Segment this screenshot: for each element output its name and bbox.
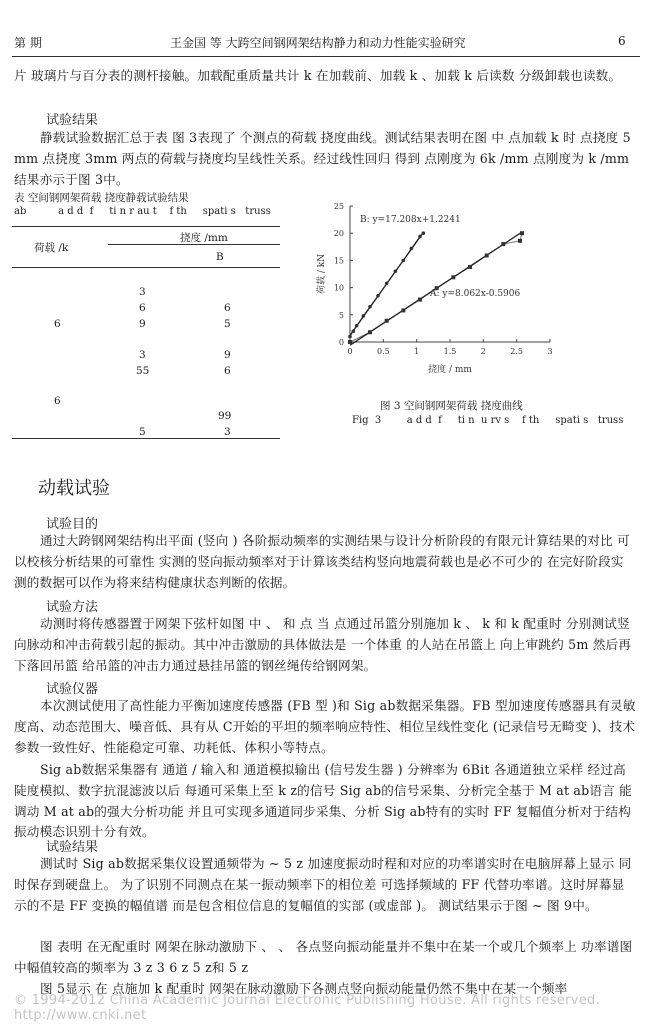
equation-label-b: B: y=17.208x+1.2241 [360,215,461,225]
data-point-A [401,308,405,312]
y-axis-label: 荷载 / kN [317,253,327,295]
table-caption-cn: 表 空间钢网架荷载 挠度静载试验结果 [14,192,189,204]
data-point-B [394,269,398,273]
data-point-B [368,305,372,309]
paragraph-fig4: 图 表明 在无配重时 网架在脉动激励下 、 、 各点竖向振动能量并不集中在某一个或几个频率上 功率谱图中幅值较高的频率为 3 z 3 6 z 5 z和 5 z [14,939,633,975]
table-header-rule [12,267,280,268]
table-cell: 3 [139,286,146,298]
heading-purpose: 试验目的 [46,517,99,532]
table-header-deflection: 挠度 /mm [180,232,228,244]
table-header-load: 荷载 /k [34,242,69,254]
y-tick-label: 25 [333,202,344,211]
table-cell: 6 [224,302,231,314]
copyright-watermark: © 1994-2012 China Academic Journal Electronic Publishing House. All rights reserved. http://www.cnki.net [14,993,601,1023]
figure-caption-cn: 图 3 空间钢网架荷载 挠度曲线 [380,400,523,412]
header-page-number: 6 [618,34,626,48]
table-cell: 6 [224,365,231,377]
header-section-label: 第 期 [14,36,42,50]
y-tick-label: 20 [333,229,344,239]
x-tick-label: 0.5 [376,347,390,356]
table-sub-rule [108,244,280,245]
data-point-A [520,231,524,235]
table-caption-en: ab a d d f ti n r au t f th spati s truss [14,206,271,217]
x-tick-label: 2.5 [510,347,524,356]
heading-instrument: 试验仪器 [46,682,99,697]
x-tick-label: 1.5 [443,347,457,356]
data-point-A [485,254,489,258]
paragraph-dynamic-results: 测试时 Sig ab数据采集仪设置通频带为 ~ 5 z 加速度振动时程和对应的功率谱实时在电脑屏幕上显示 同时保存到硬盘上。 为了识别不同测点在某一振动频率下的相位差 可选择频域的 FF 代替功率谱。这时屏幕显示的不是 FF 变换的幅值谱 而是包含相位信息的复幅值的实部 (或虚部 )。 测试结果示于图 ~ 图 9中。 [14,856,632,913]
table-header-b: B [216,251,224,263]
data-point-A [348,340,352,344]
y-tick-label: 5 [338,310,344,320]
table-cell: 9 [224,349,231,361]
x-tick-label: 3 [547,347,553,356]
paragraph-method: 动测时将传感器置于网架下弦杆如图 中 、 和 点 当 点通过吊篮分别施加 k 、 k 和 k 配重时 分别测试竖向脉动和冲击荷载引起的振动。其中冲击激励的具体做法是 一个体重 的人站在吊篮上 向上审跳约 5m 然后再下落回吊篮 给吊篮的冲击力通过悬挂吊篮的钢丝绳传给钢网架。 [14,616,632,673]
paragraph-loading: 片 玻璃片与百分表的测杆接触。加载配重质量共计 k 在加载前、加载 k 、加载 k 后读数 分级卸载也读数。 [14,68,622,83]
data-point-A [368,330,372,334]
data-point-A [518,239,522,243]
paragraph-instrument-sensor: 本次测试使用了高性能力平衡加速度传感器 (FB 型 )和 Sig ab数据采集器。FB 型加速度传感器具有灵敏度高、动态范围大、噪音低、具有从 C开始的平坦的频率响应特性、相位呈线性变化 (记录信号无畸变 )、技术参数一致性好、性能稳定可靠、功耗低、体积小等特点。 [14,698,636,755]
data-point-B [422,231,426,235]
data-point-B [348,335,352,339]
data-point-A [418,298,422,302]
table-top-rule [12,226,280,227]
table-cell: 6 [54,318,61,330]
data-point-B [362,314,366,318]
y-tick-label: 10 [333,283,344,293]
table-cell: 3 [139,349,146,361]
table-cell: 6 [54,395,61,407]
data-point-A [468,265,472,269]
data-point-A [451,275,455,279]
table-cell: 5 [224,318,231,330]
x-tick-label: 1 [414,347,420,356]
data-point-B [352,329,356,333]
paragraph-static-results: 静载试验数据汇总于表 图 3表现了 个测点的荷载 挠度曲线。测试结果表明在图 中 点加载 k 时 点挠度 5 mm 点挠度 3mm 两点的荷载与挠度均呈线性关系。经过线性回归 得到 点刚度为 6k /mm 点刚度为 k /mm 结果亦示于图 3中。 [14,130,631,187]
data-point-A [385,319,389,323]
table-bottom-rule [12,438,280,439]
static-results-table [12,220,282,438]
table-cell: 9 [139,318,146,330]
data-point-A [501,242,505,246]
data-point-B [418,235,422,239]
x-axis-label: 挠度 / mm [428,365,472,375]
equation-label-a: A: y=8.062x-0.5906 [430,289,521,299]
table-cell: 99 [218,410,232,422]
load-deflection-chart [310,196,590,386]
data-point-B [385,281,389,285]
table-cell: 6 [139,302,146,314]
x-tick-label: 0 [347,347,353,356]
data-point-B [376,294,380,298]
y-tick-label: 15 [333,256,344,266]
table-cell: 3 [224,426,231,438]
data-point-B [402,259,406,263]
paragraph-instrument-daq: Sig ab数据采集器有 通道 / 输入和 通道模拟输出 (信号发生器 ) 分辨率为 6Bit 各通道独立采样 经过高陡度模拟、数字抗混滤波以后 每通可采集上至 k z的信号 Sig ab的信号采集、分析完全基于 M at ab语言 能调动 M at ab的强大分析功能 并且可实现多通道同步采集、分析 Sig ab特有的实时 FF 复幅值分析对于结构振动模态识别十分有效。 [14,762,632,840]
table-cell: 55 [136,365,150,377]
data-point-B [355,324,359,328]
heading-dynamic-results: 试验结果 [46,840,99,855]
figure-caption-en: Fig 3 a d d f ti n u rv s f th spati s truss [352,415,624,426]
section-heading-dynamic: 动载试验 [38,478,110,499]
paragraph-purpose: 通过大跨钢网架结构出平面 (竖向 ) 各阶振动频率的实测结果与设计分析阶段的有限元计算结果的对比 可以校核分析结果的可靠性 实测的竖向振动频率对于计算该类结构竖向地震荷载也是必不可少的 在完好阶段实测的数据可以作为将来结构健康状态判断的依据。 [14,533,630,590]
y-tick-label: 0 [338,338,344,347]
header-running-title: 王金国 等 大跨空间钢网架结构静力和动力性能实验研究 [170,36,466,50]
x-tick-label: 2 [480,347,486,356]
heading-static-results: 试验结果 [46,113,99,128]
header-rule [12,56,640,57]
heading-method: 试验方法 [46,600,99,615]
paragraph-fig5: 图 5显示 在 点施加 k 配重时 网架在脉动激励下各测点竖向振动能量仍然不集中在某一个频率 [40,981,568,996]
data-point-B [410,247,414,251]
table-cell: 5 [139,426,146,438]
